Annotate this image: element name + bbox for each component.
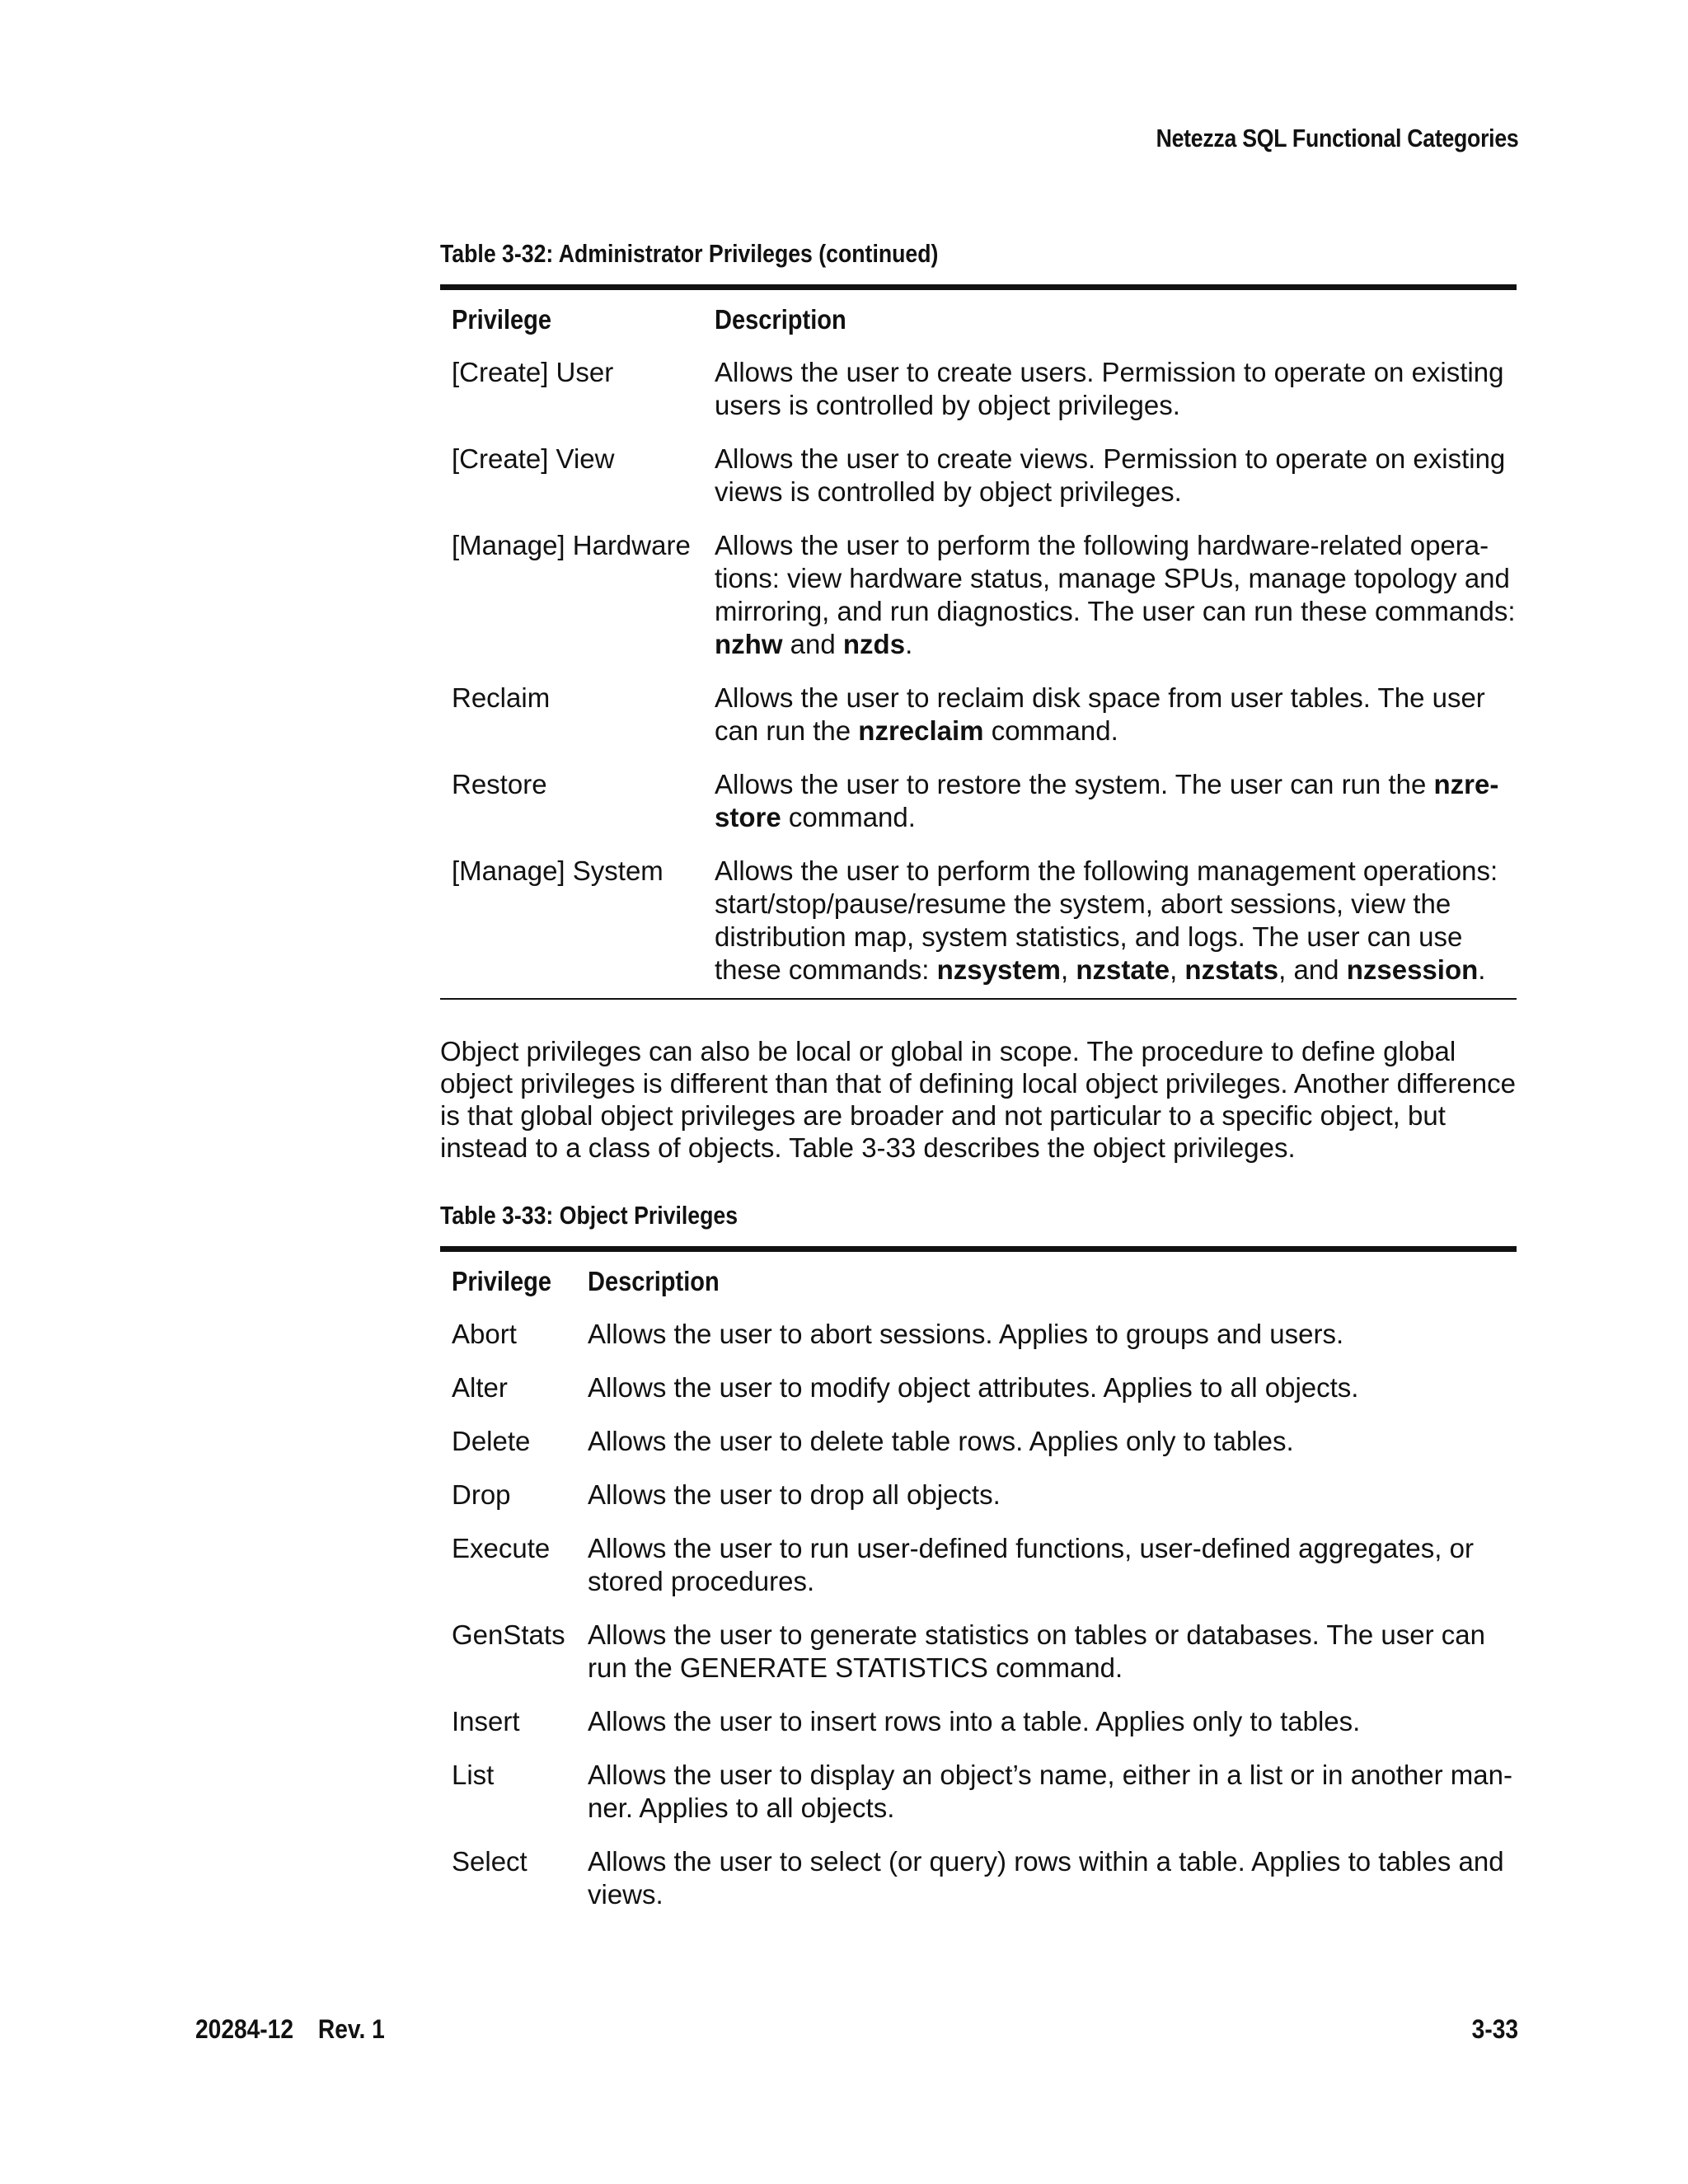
table-row [440, 1415, 1517, 1469]
table-row [440, 519, 1517, 672]
table-row [440, 1361, 1517, 1415]
column-header-privilege: Privilege [440, 288, 703, 347]
description-text: Allows the user to delete table rows. Applies only to tables. [588, 1426, 1294, 1456]
description-cell [576, 1469, 1517, 1522]
column-header-description: Description [576, 1249, 1517, 1309]
table-row [440, 1695, 1517, 1749]
privilege-cell: GenStats [452, 1619, 565, 1650]
command-name: nzhw [715, 629, 783, 659]
description-cell [576, 1361, 1517, 1415]
privilege-cell: [Create] View [452, 443, 615, 474]
footer-doc-id [195, 2014, 385, 2045]
command-name: nzstate [1076, 954, 1170, 985]
object-privileges-table [440, 1246, 1517, 1922]
description-text: . [1478, 954, 1486, 985]
doc-number: 20284-12 [195, 2014, 294, 2044]
privilege-cell: Drop [452, 1479, 511, 1510]
privilege-cell: Alter [452, 1372, 508, 1403]
description-cell [703, 845, 1517, 999]
privilege-cell: Delete [452, 1426, 531, 1456]
table-header-row [440, 288, 1517, 347]
privilege-cell: Abort [452, 1319, 517, 1349]
privilege-cell: Execute [452, 1533, 551, 1563]
table-row [440, 1609, 1517, 1695]
command-name: nzds [842, 629, 906, 659]
description-text: Allows the user to generate statistics on tables or databases. The user can run the GENERATE STATISTICS command. [588, 1619, 1485, 1683]
running-head: Netezza SQL Functional Categories [1156, 124, 1518, 152]
description-cell [703, 519, 1517, 672]
description-cell [576, 1308, 1517, 1361]
command-name: nzrestore [715, 769, 1499, 832]
description-text: Allows the user to create users. Permission to operate on existing users is controlled by object privileges. [715, 357, 1504, 420]
privilege-cell: Insert [452, 1706, 520, 1736]
privilege-cell: Select [452, 1846, 528, 1877]
description-text: command. [781, 802, 916, 832]
description-text: Allows the user to perform the following hardware-related operations: view hardware status, manage SPUs, manage topology and mirroring, and run diagnostics. The user can run these commands: [715, 530, 1516, 626]
table-header-row [440, 1249, 1517, 1309]
table-caption: Table 3-32: Administrator Privileges (continued) [440, 239, 939, 268]
description-text: Allows the user to modify object attributes. Applies to all objects. [588, 1372, 1359, 1403]
description-cell [703, 433, 1517, 519]
description-text: Allows the user to perform the following management operations: start/stop/pause/resume the system, abort sessions, view the distribution map, system statistics, and logs. The user can use these commands: [715, 855, 1498, 985]
description-cell [576, 1415, 1517, 1469]
description-text: , and [1278, 954, 1347, 985]
table-row [440, 1308, 1517, 1361]
description-cell [576, 1522, 1517, 1609]
description-text: . [905, 629, 913, 659]
description-cell [576, 1835, 1517, 1922]
privilege-cell: Reclaim [452, 682, 551, 713]
privilege-cell: List [452, 1760, 495, 1790]
description-cell [703, 758, 1517, 845]
column-header-description: Description [703, 288, 1517, 347]
description-text: , [1170, 954, 1185, 985]
description-cell [576, 1749, 1517, 1835]
description-text: Allows the user to insert rows into a table. Applies only to tables. [588, 1706, 1361, 1736]
administrator-privileges-table [440, 284, 1517, 1000]
command-name: nzsystem [936, 954, 1062, 985]
command-name: nzreclaim [858, 715, 984, 746]
description-cell [576, 1609, 1517, 1695]
description-cell [703, 672, 1517, 758]
description-text: , [1061, 954, 1076, 985]
description-text: and [782, 629, 843, 659]
table-row [440, 433, 1517, 519]
description-text: Allows the user to drop all objects. [588, 1479, 1001, 1510]
description-text: Allows the user to reclaim disk space from user tables. The user can run the [715, 682, 1485, 746]
privilege-cell: [Create] User [452, 357, 614, 387]
description-text: Allows the user to run user-defined functions, user-defined aggregates, or stored procedures. [588, 1533, 1474, 1596]
privilege-cell: [Manage] System [440, 845, 703, 999]
privilege-cell: [Manage] Hardware [452, 530, 691, 560]
description-cell [576, 1695, 1517, 1749]
table-row [440, 672, 1517, 758]
description-text: Allows the user to create views. Permission to operate on existing views is controlled by object privileges. [715, 443, 1506, 507]
table-row [440, 758, 1517, 845]
command-name: nzstats [1184, 954, 1279, 985]
description-text: Allows the user to select (or query) rows within a table. Applies to tables and views. [588, 1846, 1504, 1910]
command-name: nzsession [1346, 954, 1479, 985]
column-header-privilege: Privilege [440, 1249, 576, 1309]
description-text: Allows the user to abort sessions. Applies to groups and users. [588, 1319, 1344, 1349]
description-cell [703, 346, 1517, 433]
description-text: command. [983, 715, 1118, 746]
page-number: 3-33 [1471, 2014, 1518, 2044]
body-paragraph: Object privileges can also be local or global in scope. The procedure to define global object privileges is different than that of defining local object privileges. Another difference is that global object privileges are broader and not particular to a specific object, but instead to a class of objects. Table 3-33 describes the object privileges. [440, 1036, 1516, 1163]
table-row [440, 1469, 1517, 1522]
table-caption: Table 3-33: Object Privileges [440, 1201, 738, 1230]
table-row [440, 1522, 1517, 1609]
description-text: Allows the user to restore the system. The user can run the [715, 769, 1434, 799]
table-row [440, 845, 1517, 999]
table-row [440, 1835, 1517, 1922]
description-text: Allows the user to display an object’s name, either in a list or in another manner. Applies to all objects. [588, 1760, 1512, 1823]
privilege-cell: Restore [452, 769, 547, 799]
table-row [440, 346, 1517, 433]
table-row [440, 1749, 1517, 1835]
revision: Rev. 1 [317, 2014, 385, 2044]
